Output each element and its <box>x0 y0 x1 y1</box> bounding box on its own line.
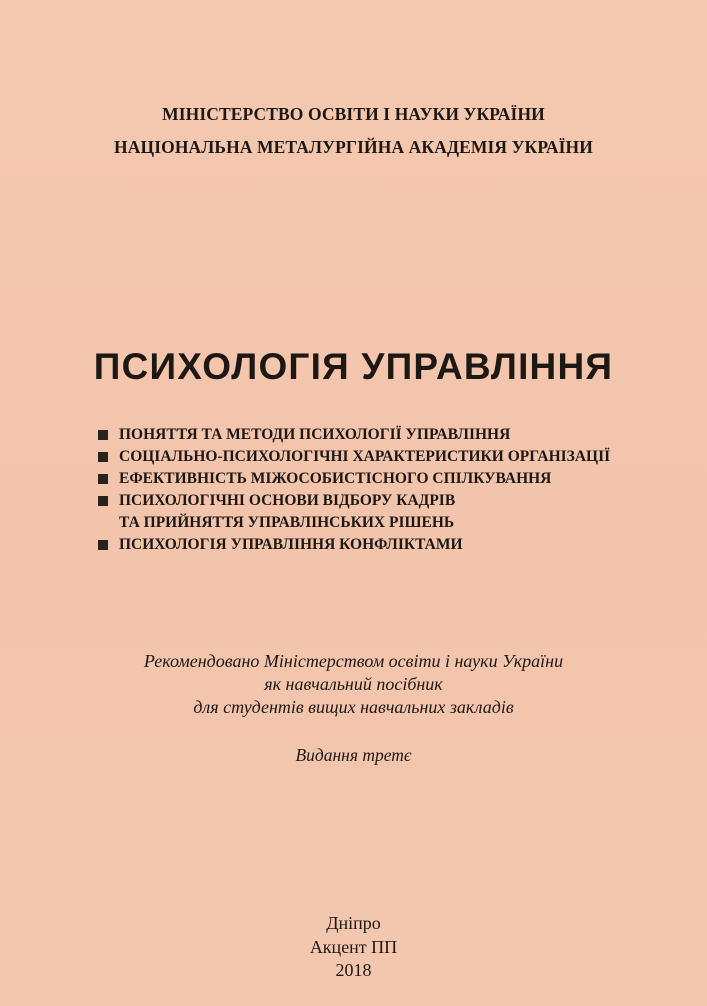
square-bullet-icon <box>98 452 108 462</box>
recommendation-line: як навчальний посібник <box>264 674 443 694</box>
topic-item <box>98 424 658 446</box>
imprint <box>0 912 707 983</box>
book-title: ПСИХОЛОГІЯ УПРАВЛІННЯ <box>93 346 614 387</box>
recommendation-line: для студентів вищих навчальних закладів <box>193 697 514 717</box>
topic-line: ПСИХОЛОГІЧНІ ОСНОВИ ВІДБОРУ КАДРІВ <box>119 492 456 509</box>
square-bullet-icon <box>98 474 108 484</box>
topic-item <box>98 446 658 468</box>
imprint-publisher: Акцент ПП <box>309 936 398 957</box>
edition-label: Видання третє <box>295 745 412 765</box>
topic-item <box>98 468 658 490</box>
topic-line: ТА ПРИЙНЯТТЯ УПРАВЛІНСЬКИХ РІШЕНЬ <box>119 514 455 531</box>
academy-name: НАЦІОНАЛЬНА МЕТАЛУРГІЙНА АКАДЕМІЯ УКРАЇНИ <box>114 137 593 157</box>
square-bullet-icon <box>98 540 108 550</box>
header <box>0 98 707 164</box>
square-bullet-icon <box>98 430 108 440</box>
ministry-name: МІНІСТЕРСТВО ОСВІТИ І НАУКИ УКРАЇНИ <box>162 104 545 124</box>
topic-line: ЕФЕКТИВНІСТЬ МІЖОСОБИСТІСНОГО СПІЛКУВАННЯ <box>119 470 552 487</box>
topic-item <box>98 490 658 534</box>
topic-item <box>98 534 658 556</box>
recommendation <box>0 650 707 719</box>
imprint-year: 2018 <box>335 960 372 980</box>
topic-line: ПОНЯТТЯ ТА МЕТОДИ ПСИХОЛОГІЇ УПРАВЛІННЯ <box>119 426 511 443</box>
imprint-city: Дніпро <box>326 913 381 933</box>
square-bullet-icon <box>98 496 108 506</box>
topic-line: ПСИХОЛОГІЯ УПРАВЛІННЯ КОНФЛІКТАМИ <box>119 536 463 553</box>
topic-line: СОЦІАЛЬНО-ПСИХОЛОГІЧНІ ХАРАКТЕРИСТИКИ ОРГАНІЗАЦІЇ <box>119 448 611 465</box>
recommendation-line: Рекомендовано Міністерством освіти і науки України <box>143 651 564 671</box>
topic-list <box>98 424 658 556</box>
